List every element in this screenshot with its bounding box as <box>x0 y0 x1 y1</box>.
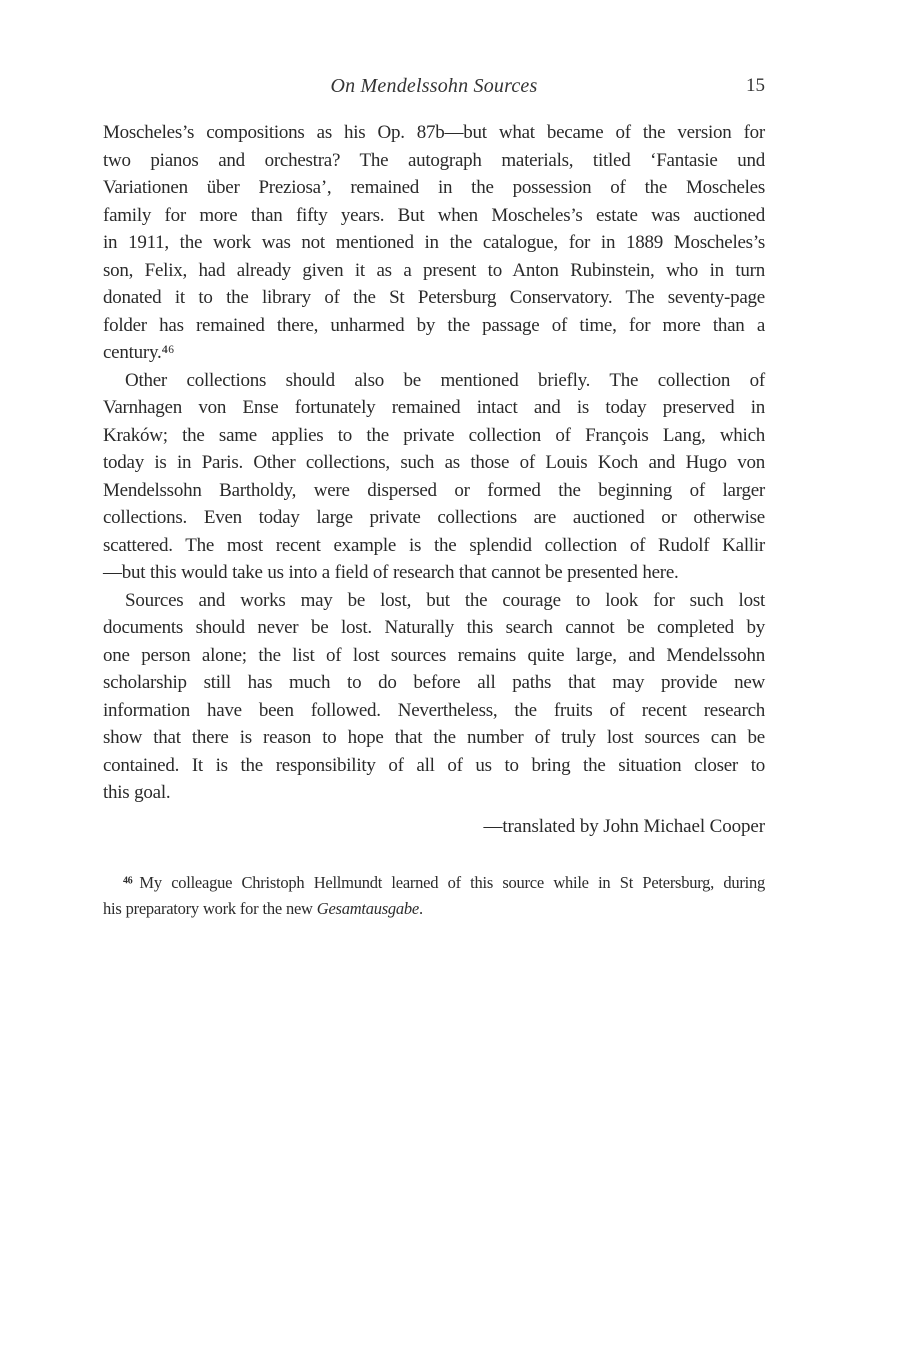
text-line: scattered. The most recent example is the splendid collection of Rudolf Kallir <box>103 534 765 556</box>
body-text <box>103 119 765 807</box>
text-line: one person alone; the list of lost sources remains quite large, and Mendelssohn <box>103 644 765 666</box>
text-line: this goal. <box>103 782 171 803</box>
footnote-text: his preparatory work for the new <box>103 898 317 918</box>
text-line: contained. It is the responsibility of all of us to bring the situation closer to <box>103 754 765 776</box>
paragraph <box>103 119 765 367</box>
footnote-line <box>103 896 765 922</box>
attribution-line: —translated by John Michael Cooper <box>483 815 765 837</box>
footnote <box>103 870 765 922</box>
footnote-marker: ⁴⁶ <box>123 872 133 892</box>
text-line: Other collections should also be mentioned briefly. The collection of <box>125 369 765 391</box>
text-line: documents should never be lost. Naturally this search cannot be completed by <box>103 617 765 638</box>
page-number: 15 <box>746 75 765 96</box>
text-line: in 1911, the work was not mentioned in the catalogue, for in 1889 Moscheles’s <box>103 232 765 253</box>
paragraph <box>103 367 765 587</box>
footnote-work-title: Gesamtausgabe <box>316 898 419 918</box>
text-line: show that there is reason to hope that the number of truly lost sources can be <box>103 727 765 748</box>
text-line: son, Felix, had already given it as a present to Anton Rubinstein, who in turn <box>103 259 765 281</box>
text-line: Mendelssohn Bartholdy, were dispersed or formed the beginning of larger <box>103 479 765 501</box>
text-line: collections. Even today large private collections are auctioned or otherwise <box>103 507 765 528</box>
footnote-text: . <box>418 898 423 918</box>
footnote-text: My colleague Christoph Hellmundt learned of this source while in St Petersburg, during <box>139 872 765 892</box>
text-line: Sources and works may be lost, but the courage to look for such lost <box>125 589 765 611</box>
text-line: Variationen über Preziosa’, remained in the possession of the Moscheles <box>103 177 765 198</box>
paragraph <box>103 587 765 807</box>
text-line: family for more than fifty years. But when Moscheles’s estate was auctioned <box>103 204 765 226</box>
footnote-line <box>103 870 765 896</box>
running-head-title: On Mendelssohn Sources <box>330 75 538 97</box>
text-line: folder has remained there, unharmed by the passage of time, for more than a <box>103 314 765 336</box>
text-line: information have been followed. Nevertheless, the fruits of recent research <box>103 699 765 721</box>
text-line: Varnhagen von Ense fortunately remained intact and is today preserved in <box>103 397 765 418</box>
text-line: donated it to the library of the St Petersburg Conservatory. The seventy-page <box>103 287 765 308</box>
text-line: scholarship still has much to do before all paths that may provide new <box>103 672 765 693</box>
text-line: —but this would take us into a field of research that cannot be presented here. <box>103 562 679 583</box>
text-line: Kraków; the same applies to the private collection of François Lang, which <box>103 424 765 446</box>
text-line: two pianos and orchestra? The autograph materials, titled ‘Fantasie und <box>103 149 765 171</box>
text-line: Moscheles’s compositions as his Op. 87b—but what became of the version for <box>103 122 765 143</box>
text-line: today is in Paris. Other collections, such as those of Louis Koch and Hugo von <box>103 452 765 473</box>
text-line: century.⁴⁶ <box>103 342 175 363</box>
text-column <box>103 74 765 922</box>
page-header <box>103 74 765 98</box>
